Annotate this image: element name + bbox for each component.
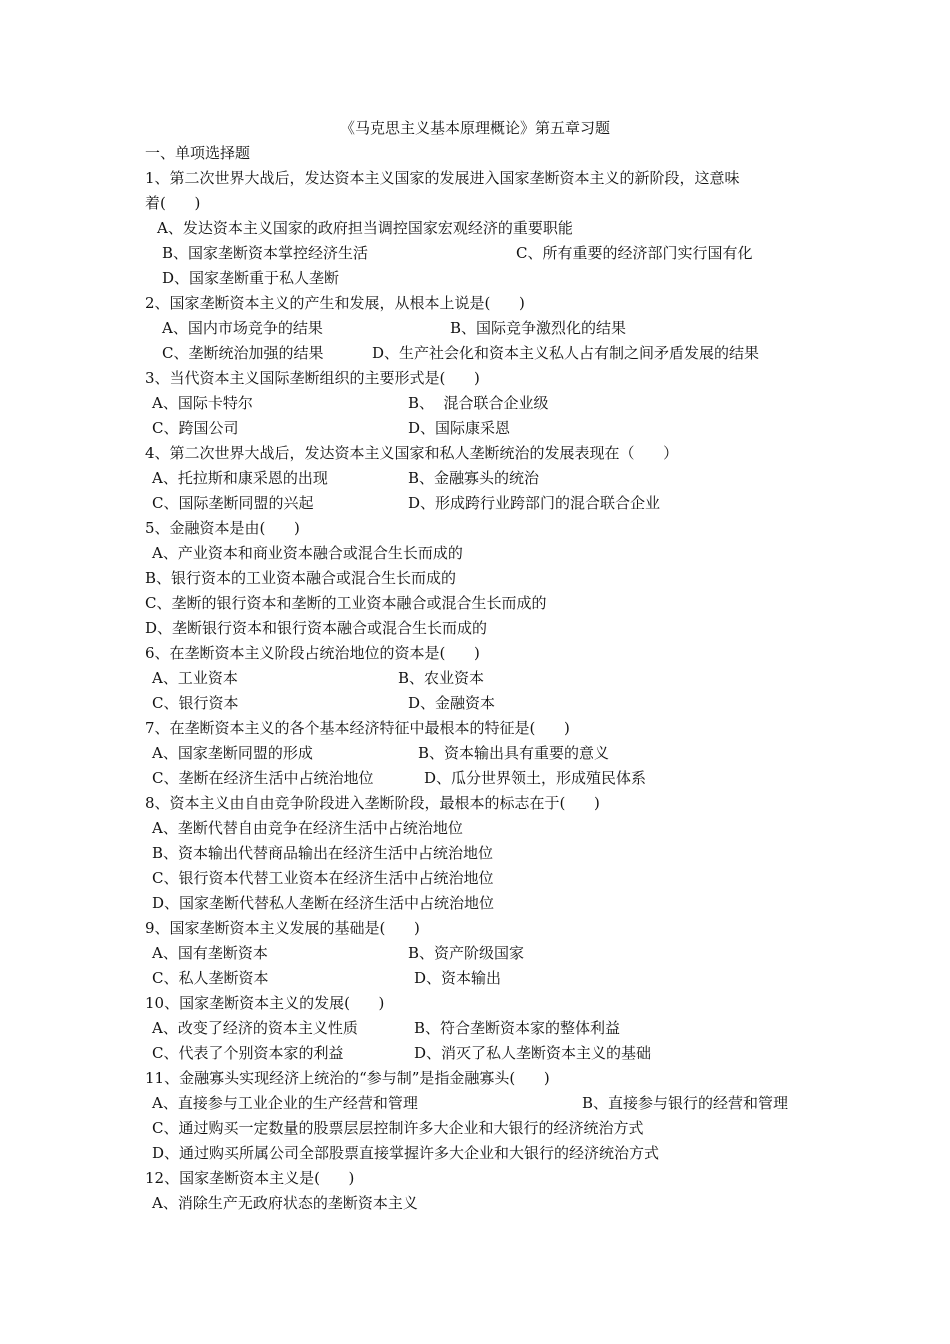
question-4-option-c: C、国际垄断同盟的兴起 — [152, 494, 314, 512]
question-5-stem: 5、金融资本是由( ) — [145, 519, 300, 537]
question-8-option-c: C、银行资本代替工业资本在经济生活中占统治地位 — [152, 869, 494, 887]
question-6-stem: 6、在垄断资本主义阶段占统治地位的资本是( ) — [145, 644, 480, 662]
question-1-option-d: D、国家垄断重于私人垄断 — [162, 269, 340, 287]
question-7-option-a: A、国家垄断同盟的形成 — [152, 744, 313, 762]
question-4-option-a: A、托拉斯和康采恩的出现 — [152, 469, 328, 487]
question-4-option-d: D、形成跨行业跨部门的混合联合企业 — [408, 494, 661, 512]
question-10-option-b: B、符合垄断资本家的整体利益 — [414, 1019, 621, 1037]
question-11-option-b: B、直接参与银行的经营和管理 — [582, 1094, 789, 1112]
question-1-option-a: A、发达资本主义国家的政府担当调控国家宏观经济的重要职能 — [157, 219, 573, 237]
question-9-stem: 9、国家垄断资本主义发展的基础是( ) — [145, 919, 420, 937]
question-9-option-d: D、资本输出 — [414, 969, 502, 987]
question-8-option-a: A、垄断代替自由竞争在经济生活中占统治地位 — [152, 819, 463, 837]
question-11-option-d: D、通过购买所属公司全部股票直接掌握许多大企业和大银行的经济统治方式 — [152, 1144, 660, 1162]
question-5-option-a: A、产业资本和商业资本融合或混合生长而成的 — [152, 544, 463, 562]
question-9-option-a: A、国有垄断资本 — [152, 944, 268, 962]
question-3-option-d: D、国际康采恩 — [408, 419, 511, 437]
question-1-stem: 1、第二次世界大战后，发达资本主义国家的发展进入国家垄断资本主义的新阶段，这意味 — [145, 169, 740, 187]
question-10-option-d: D、消灭了私人垄断资本主义的基础 — [414, 1044, 652, 1062]
question-3-option-b: B、 混合联合企业级 — [408, 394, 549, 412]
question-12-stem: 12、国家垄断资本主义是( ) — [145, 1169, 355, 1187]
question-2-option-c: C、垄断统治加强的结果 — [162, 344, 324, 362]
question-6-option-d: D、金融资本 — [408, 694, 496, 712]
question-7-option-b: B、资本输出具有重要的意义 — [418, 744, 610, 762]
question-2-stem: 2、国家垄断资本主义的产生和发展，从根本上说是( ) — [145, 294, 525, 312]
question-2-option-d: D、生产社会化和资本主义私人占有制之间矛盾发展的结果 — [372, 344, 760, 362]
question-12-option-a: A、消除生产无政府状态的垄断资本主义 — [152, 1194, 418, 1212]
question-10-option-a: A、改变了经济的资本主义性质 — [152, 1019, 358, 1037]
question-5-option-c: C、垄断的银行资本和垄断的工业资本融合或混合生长而成的 — [145, 594, 547, 612]
question-8-stem: 8、资本主义由自由竞争阶段进入垄断阶段，最根本的标志在于( ) — [145, 794, 600, 812]
question-3-option-a: A、国际卡特尔 — [152, 394, 253, 412]
question-9-option-b: B、资产阶级国家 — [408, 944, 525, 962]
question-9-option-c: C、私人垄断资本 — [152, 969, 269, 987]
question-11-option-c: C、通过购买一定数量的股票层层控制许多大企业和大银行的经济统治方式 — [152, 1119, 644, 1137]
question-2-option-a: A、国内市场竞争的结果 — [162, 319, 323, 337]
question-10-stem: 10、国家垄断资本主义的发展( ) — [145, 994, 385, 1012]
question-6-option-c: C、银行资本 — [152, 694, 239, 712]
question-5-option-b: B、银行资本的工业资本融合或混合生长而成的 — [145, 569, 457, 587]
question-3-option-c: C、跨国公司 — [152, 419, 239, 437]
question-11-option-a: A、直接参与工业企业的生产经营和管理 — [152, 1094, 418, 1112]
question-4-option-b: B、金融寡头的统治 — [408, 469, 540, 487]
question-6-option-a: A、工业资本 — [152, 669, 238, 687]
question-7-stem: 7、在垄断资本主义的各个基本经济特征中最根本的特征是( ) — [145, 719, 570, 737]
document-title: 《马克思主义基本原理概论》第五章习题 — [339, 119, 610, 137]
question-1-stem-cont: 着( ) — [145, 194, 201, 212]
question-11-stem: 11、金融寡头实现经济上统治的“参与制”是指金融寡头( ) — [145, 1069, 550, 1087]
question-5-option-d: D、垄断银行资本和银行资本融合或混合生长而成的 — [145, 619, 488, 637]
question-7-option-d: D、瓜分世界领土，形成殖民体系 — [424, 769, 647, 787]
question-2-option-b: B、国际竞争激烈化的结果 — [450, 319, 627, 337]
question-4-stem: 4、第二次世界大战后，发达资本主义国家和私人垄断统治的发展表现在（ ） — [145, 444, 679, 462]
question-1-option-b: B、国家垄断资本掌控经济生活 — [162, 244, 369, 262]
question-3-stem: 3、当代资本主义国际垄断组织的主要形式是( ) — [145, 369, 480, 387]
question-7-option-c: C、垄断在经济生活中占统治地位 — [152, 769, 374, 787]
question-6-option-b: B、农业资本 — [398, 669, 485, 687]
question-10-option-c: C、代表了个别资本家的利益 — [152, 1044, 344, 1062]
question-8-option-b: B、资本输出代替商品输出在经济生活中占统治地位 — [152, 844, 494, 862]
question-8-option-d: D、国家垄断代替私人垄断在经济生活中占统治地位 — [152, 894, 495, 912]
question-1-option-c: C、所有重要的经济部门实行国有化 — [516, 244, 753, 262]
section-heading: 一、单项选择题 — [145, 144, 251, 162]
